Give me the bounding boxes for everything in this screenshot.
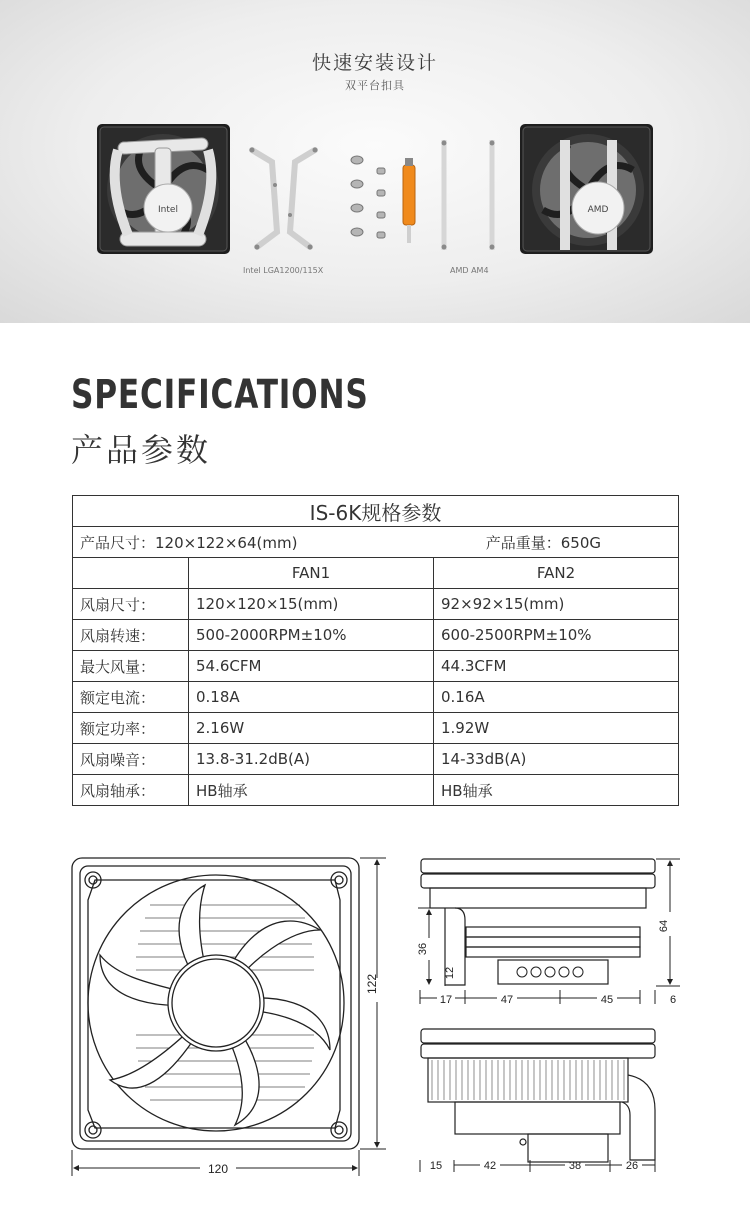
table-row <box>73 713 679 744</box>
header-fan2: FAN2 <box>434 558 679 589</box>
thermal-paste-syringe <box>403 158 415 243</box>
fan1-value: 54.6CFM <box>189 651 434 682</box>
row-label: 额定电流： <box>73 682 189 713</box>
fan2-value: 44.3CFM <box>434 651 679 682</box>
table-row <box>73 651 679 682</box>
fan2-value: 92×92×15(mm) <box>434 589 679 620</box>
amd-badge-text: AMD <box>587 205 609 215</box>
side-dim-47: 47 <box>500 994 514 1006</box>
table-row <box>73 744 679 775</box>
fan1-value: 0.18A <box>189 682 434 713</box>
amd-brackets <box>444 140 492 250</box>
front-width-label: 120 <box>207 1162 229 1176</box>
side-height-label: 64 <box>658 919 670 933</box>
intel-brackets <box>252 150 315 247</box>
size-label: 产品尺寸： <box>80 533 156 552</box>
fan1-value: HB轴承 <box>189 775 434 806</box>
row-label: 风扇轴承： <box>73 775 189 806</box>
front-height-label: 122 <box>365 973 379 995</box>
side-inner-label: 36 <box>417 942 429 956</box>
table-title: IS-6K规格参数 <box>73 496 679 527</box>
header-fan1: FAN1 <box>189 558 434 589</box>
table-row <box>73 589 679 620</box>
amd-caption: AMD AM4 <box>450 266 489 275</box>
banner-title: 快速安装设计 <box>311 52 438 74</box>
size-value: 120×122×64(mm) <box>155 533 298 552</box>
fan1-value: 2.16W <box>189 713 434 744</box>
fan1-value: 500-2000RPM±10% <box>189 620 434 651</box>
fan2-value: 0.16A <box>434 682 679 713</box>
header-empty-cell <box>73 558 189 589</box>
fan1-value: 120×120×15(mm) <box>189 589 434 620</box>
specifications-heading-cn: 产品参数 <box>71 431 212 469</box>
table-row <box>73 620 679 651</box>
bracket-holes <box>250 148 318 250</box>
fan2-value: HB轴承 <box>434 775 679 806</box>
side-dim-17: 17 <box>439 994 453 1006</box>
row-label: 风扇转速： <box>73 620 189 651</box>
top-dim-42: 42 <box>483 1160 497 1172</box>
top-view-drawing <box>421 1029 655 1162</box>
side-dim-45: 45 <box>600 994 614 1006</box>
table-title-row <box>73 496 679 527</box>
fan1-value: 13.8-31.2dB(A) <box>189 744 434 775</box>
side-dimension-lines <box>418 859 680 1004</box>
side-view-drawing <box>421 859 655 985</box>
mounting-screws <box>351 156 385 238</box>
weight-label: 产品重量： <box>485 533 561 552</box>
banner-subtitle: 双平台扣具 <box>345 79 405 92</box>
specifications-heading: SPECIFICATIONS <box>71 372 369 418</box>
fan2-value: 600-2500RPM±10% <box>434 620 679 651</box>
row-label: 风扇尺寸： <box>73 589 189 620</box>
side-base-label: 12 <box>444 966 456 980</box>
fan2-value: 14-33dB(A) <box>434 744 679 775</box>
table-header-row <box>73 558 679 589</box>
side-dim-6: 6 <box>669 994 677 1006</box>
top-dim-26: 26 <box>625 1160 639 1172</box>
table-row <box>73 527 679 558</box>
intel-cooler-image <box>97 124 230 254</box>
spec-table <box>72 495 679 806</box>
amd-cooler-image <box>520 124 653 254</box>
top-dim-15: 15 <box>429 1160 443 1172</box>
row-label: 最大风量： <box>73 651 189 682</box>
install-kit-illustration <box>0 0 750 323</box>
row-label: 额定功率： <box>73 713 189 744</box>
fan2-value: 1.92W <box>434 713 679 744</box>
intel-badge-text: Intel <box>158 205 178 215</box>
install-banner <box>0 0 750 323</box>
weight-value: 650G <box>560 533 601 552</box>
top-dim-38: 38 <box>568 1160 582 1172</box>
table-row <box>73 682 679 713</box>
front-view-drawing <box>72 858 359 1149</box>
intel-caption: Intel LGA1200/115X <box>243 266 324 275</box>
row-label: 风扇噪音： <box>73 744 189 775</box>
size-weight-cell <box>73 527 679 558</box>
dimension-drawings <box>0 840 750 1211</box>
table-row <box>73 775 679 806</box>
